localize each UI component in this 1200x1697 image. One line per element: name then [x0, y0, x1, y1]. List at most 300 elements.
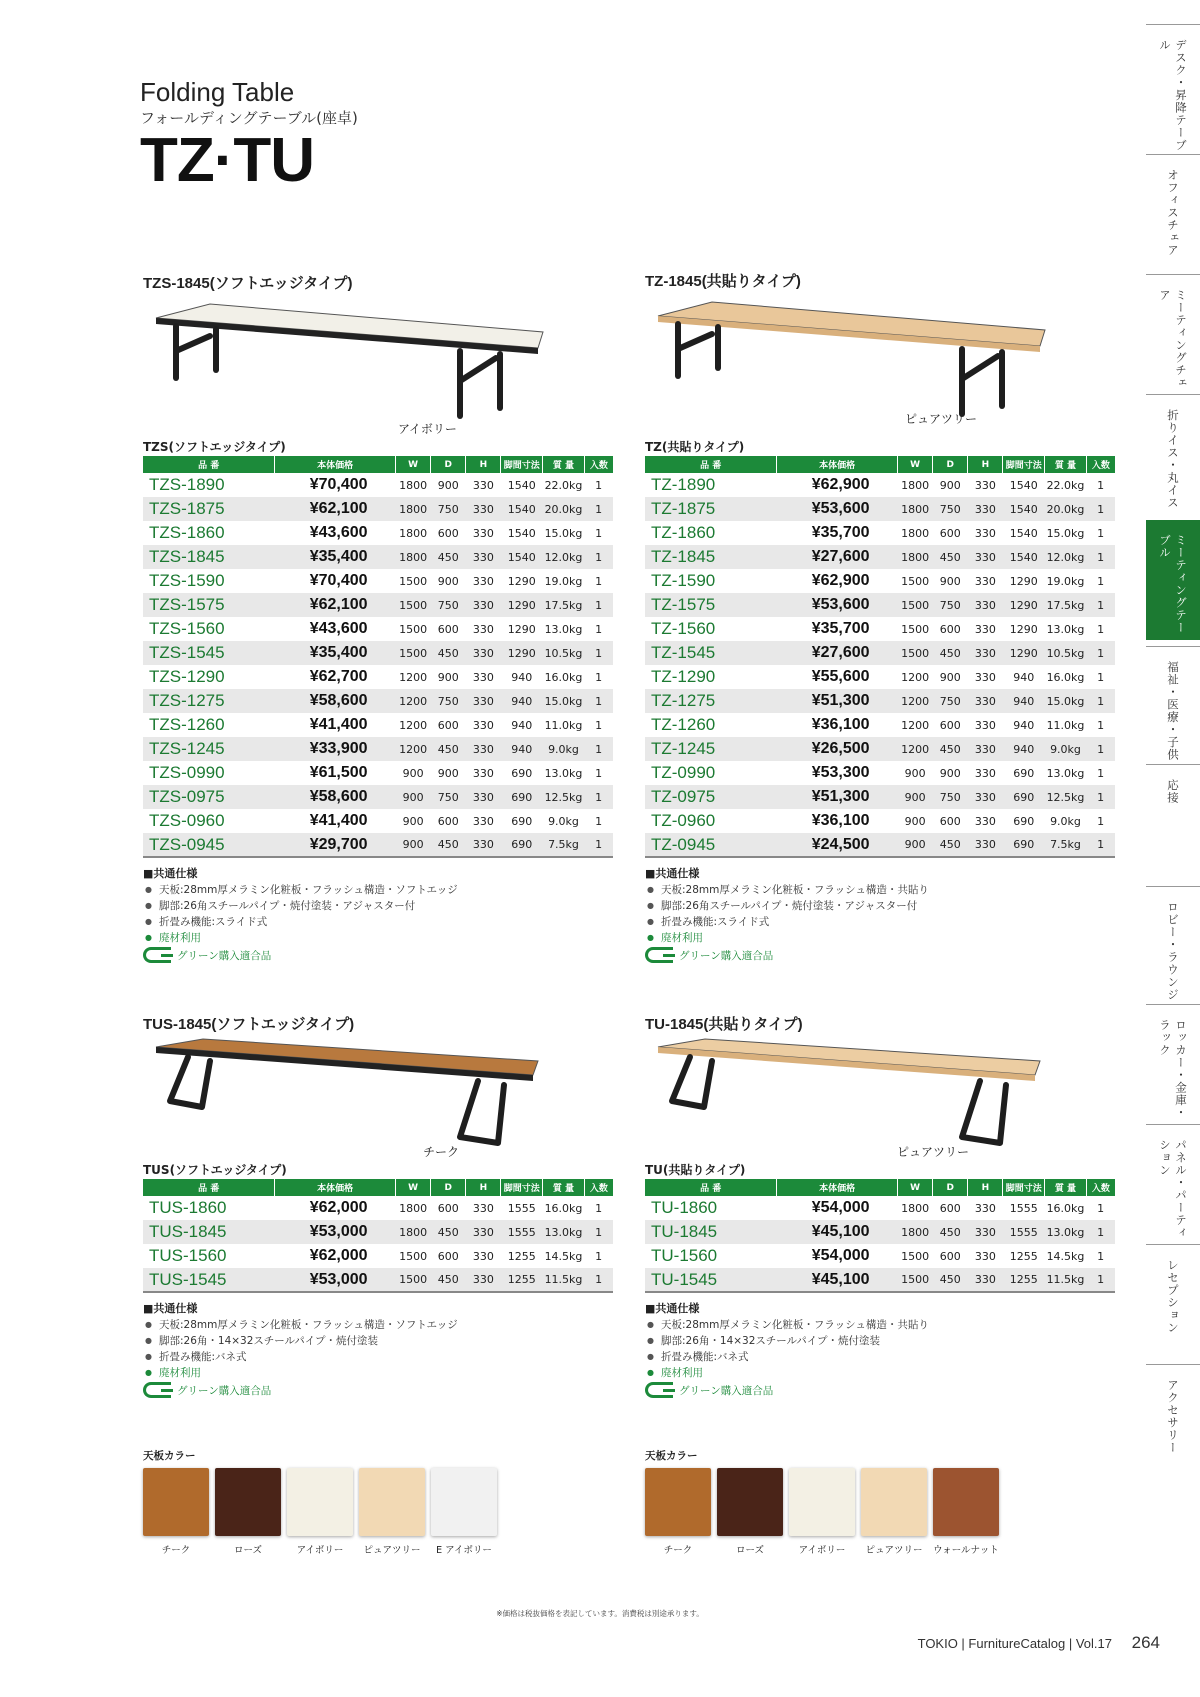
product-title: TZ-1845(共貼りタイプ): [645, 273, 801, 290]
spec-cell: 1800: [898, 1196, 933, 1220]
product-code: TZS-1290: [143, 665, 275, 689]
product-code: TZS-1890: [143, 473, 275, 497]
spec-cell: 330: [968, 1196, 1003, 1220]
spec-cell: 1800: [396, 497, 431, 521]
spec-cell: 1: [1086, 737, 1115, 761]
spec-cell: 12.5kg: [1045, 785, 1087, 809]
spec-cell: 450: [431, 1220, 466, 1244]
spec-cell: 750: [431, 689, 466, 713]
spec-cell: 330: [968, 1220, 1003, 1244]
product-price: ¥43,600: [275, 521, 396, 545]
product-price: ¥53,000: [275, 1268, 396, 1292]
product-code: TZ-1545: [645, 641, 777, 665]
spec-cell: 15.0kg: [543, 521, 585, 545]
spec-cell: 1: [1086, 833, 1115, 857]
green-purchase: [143, 1381, 613, 1399]
side-nav-label: ミーティングチェア: [1158, 289, 1188, 389]
spec-cell: 1: [584, 497, 613, 521]
spec-cell: 1290: [501, 569, 543, 593]
green-g-icon: [143, 947, 171, 963]
spec-cell: 1: [584, 785, 613, 809]
swatch-label: アイボリー: [798, 1545, 846, 1556]
spec-cell: 1290: [1003, 641, 1045, 665]
eco-note: ● 廃材利用: [645, 930, 1115, 946]
product-price: ¥53,600: [777, 593, 898, 617]
side-nav-label: ロッカー・金庫・ラック: [1158, 1019, 1188, 1119]
green-label: グリーン購入適合品: [177, 1384, 272, 1397]
spec-cell: 15.0kg: [1045, 521, 1087, 545]
swatch-chip: [215, 1468, 281, 1536]
spec-cell: 690: [1003, 785, 1045, 809]
spec-cell: 330: [968, 497, 1003, 521]
product-code: TZ-0945: [645, 833, 777, 857]
table-header-row: [143, 456, 613, 473]
side-nav-item[interactable]: [1146, 24, 1200, 154]
spec-cell: 600: [933, 1196, 968, 1220]
swatch-chip: [287, 1468, 353, 1536]
swatch-label: チーク: [161, 1545, 191, 1556]
col-header: 脚間寸法: [1003, 456, 1045, 473]
table-row: [143, 1220, 613, 1244]
spec-cell: 1: [584, 713, 613, 737]
table-row: [143, 617, 613, 641]
table-photo: [650, 294, 1070, 434]
side-nav-item[interactable]: [1146, 1124, 1200, 1244]
spec-note: ● 天板:28mm厚メラミン化粧板・フラッシュ構造・共貼り: [645, 1317, 1115, 1333]
spec-cell: 1200: [898, 713, 933, 737]
col-header: 入数: [584, 456, 613, 473]
product-photo: [645, 1033, 1115, 1161]
spec-cell: 12.0kg: [1045, 545, 1087, 569]
color-swatch: [215, 1468, 281, 1556]
color-swatch: [287, 1468, 353, 1556]
spec-cell: 750: [933, 785, 968, 809]
spec-cell: 750: [431, 497, 466, 521]
spec-note: ● 折畳み機能:スライド式: [143, 914, 613, 930]
spec-cell: 330: [466, 497, 501, 521]
spec-cell: 10.5kg: [1045, 641, 1087, 665]
spec-cell: 13.0kg: [543, 1220, 585, 1244]
col-header: W: [396, 1179, 431, 1196]
spec-cell: 13.0kg: [543, 617, 585, 641]
eco-note: ● 廃材利用: [143, 1365, 613, 1381]
side-nav-item[interactable]: [1146, 764, 1200, 886]
spec-cell: 900: [898, 833, 933, 857]
product-code: TUS-1845: [143, 1220, 275, 1244]
product-code: TZ-1290: [645, 665, 777, 689]
spec-cell: 330: [466, 641, 501, 665]
table-row: [645, 617, 1115, 641]
spec-cell: 330: [968, 617, 1003, 641]
specs-title: ■共通仕様: [645, 1302, 700, 1315]
col-header: D: [431, 1179, 466, 1196]
spec-cell: 1540: [1003, 473, 1045, 497]
spec-cell: 1: [1086, 1244, 1115, 1268]
green-label: グリーン購入適合品: [679, 1384, 774, 1397]
spec-cell: 330: [466, 473, 501, 497]
spec-table: [645, 456, 1115, 858]
product-code: TZS-1260: [143, 713, 275, 737]
spec-cell: 330: [466, 713, 501, 737]
side-nav-label: 福祉・医療・子供: [1166, 661, 1180, 761]
spec-cell: 330: [466, 737, 501, 761]
spec-cell: 690: [501, 785, 543, 809]
table-title: TUS(ソフトエッジタイプ): [143, 1163, 287, 1177]
col-header: 入数: [1086, 1179, 1115, 1196]
spec-cell: 330: [466, 593, 501, 617]
spec-cell: 600: [933, 1244, 968, 1268]
spec-cell: 330: [968, 593, 1003, 617]
side-nav-item[interactable]: [1146, 1364, 1200, 1494]
spec-cell: 330: [968, 689, 1003, 713]
spec-cell: 16.0kg: [1045, 665, 1087, 689]
spec-cell: 600: [431, 713, 466, 737]
swatch-label: E アイボリー: [436, 1545, 492, 1556]
spec-cell: 1: [584, 833, 613, 857]
swatch-label: アイボリー: [296, 1545, 344, 1556]
product-price: ¥62,100: [275, 497, 396, 521]
spec-note: ● 脚部:26角スチールパイプ・焼付塗装・アジャスター付: [143, 898, 613, 914]
color-swatch: [359, 1468, 425, 1556]
spec-cell: 1800: [396, 473, 431, 497]
spec-cell: 330: [968, 737, 1003, 761]
spec-cell: 900: [396, 809, 431, 833]
product-price: ¥45,100: [777, 1268, 898, 1292]
product-price: ¥55,600: [777, 665, 898, 689]
spec-cell: 1540: [501, 473, 543, 497]
spec-cell: 1: [584, 569, 613, 593]
table-photo: [650, 1037, 1070, 1167]
table-row: [143, 665, 613, 689]
common-specs: [645, 1301, 1115, 1399]
table-row: [143, 521, 613, 545]
title-ja: フォールディングテーブル(座卓): [140, 109, 358, 127]
col-header: W: [898, 456, 933, 473]
side-nav-item[interactable]: [1146, 394, 1200, 520]
swatch-chip: [359, 1468, 425, 1536]
spec-cell: 450: [933, 641, 968, 665]
spec-cell: 940: [1003, 689, 1045, 713]
spec-cell: 1200: [396, 665, 431, 689]
product-code: TUS-1545: [143, 1268, 275, 1292]
spec-cell: 1200: [898, 689, 933, 713]
table-title: TZS(ソフトエッジタイプ): [143, 440, 286, 454]
spec-cell: 17.5kg: [1045, 593, 1087, 617]
spec-cell: 1555: [501, 1196, 543, 1220]
table-header-row: [143, 1179, 613, 1196]
spec-cell: 1500: [396, 1244, 431, 1268]
spec-cell: 16.0kg: [543, 1196, 585, 1220]
spec-cell: 900: [898, 785, 933, 809]
spec-cell: 1540: [501, 521, 543, 545]
spec-note: ● 折畳み機能:スライド式: [645, 914, 1115, 930]
spec-cell: 600: [431, 809, 466, 833]
product-code: TZ-0960: [645, 809, 777, 833]
product-code: TZ-1575: [645, 593, 777, 617]
spec-table: [645, 1179, 1115, 1293]
col-header: 本体価格: [777, 456, 898, 473]
product-price: ¥62,000: [275, 1196, 396, 1220]
spec-cell: 330: [466, 1196, 501, 1220]
spec-cell: 1500: [396, 593, 431, 617]
spec-cell: 330: [466, 569, 501, 593]
spec-cell: 750: [431, 593, 466, 617]
green-label: グリーン購入適合品: [177, 949, 272, 962]
swatch-chip: [143, 1468, 209, 1536]
product-code: TU-1845: [645, 1220, 777, 1244]
green-purchase: [645, 946, 1115, 964]
spec-cell: 1: [1086, 593, 1115, 617]
spec-cell: 13.0kg: [1045, 1220, 1087, 1244]
product-code: TZS-0945: [143, 833, 275, 857]
spec-cell: 940: [501, 689, 543, 713]
spec-cell: 1: [584, 761, 613, 785]
side-nav-item[interactable]: [1146, 646, 1200, 764]
spec-cell: 1: [584, 1220, 613, 1244]
spec-cell: 20.0kg: [543, 497, 585, 521]
spec-cell: 1540: [501, 545, 543, 569]
green-g-icon: [143, 1382, 171, 1398]
model-title: TZ·TU: [140, 126, 315, 195]
product-block: [143, 1013, 613, 1399]
swatch-chip: [861, 1468, 927, 1536]
color-swatch: [143, 1468, 209, 1556]
spec-cell: 330: [968, 521, 1003, 545]
spec-cell: 900: [431, 569, 466, 593]
col-header: 入数: [584, 1179, 613, 1196]
table-row: [143, 689, 613, 713]
product-price: ¥61,500: [275, 761, 396, 785]
col-header: 品 番: [143, 456, 275, 473]
spec-note: ● 脚部:26角・14×32スチールパイプ・焼付塗装: [143, 1333, 613, 1349]
product-code: TZS-0990: [143, 761, 275, 785]
swatch-label: ピュアツリー: [363, 1545, 421, 1556]
spec-cell: 14.5kg: [1045, 1244, 1087, 1268]
spec-cell: 1255: [501, 1268, 543, 1292]
spec-cell: 1: [1086, 785, 1115, 809]
spec-cell: 450: [431, 545, 466, 569]
color-caption: ピュアツリー: [897, 1145, 970, 1159]
spec-cell: 330: [466, 617, 501, 641]
product-price: ¥51,300: [777, 785, 898, 809]
spec-cell: 1800: [898, 545, 933, 569]
common-specs: [645, 866, 1115, 964]
spec-note: ● 脚部:26角スチールパイプ・焼付塗装・アジャスター付: [645, 898, 1115, 914]
color-caption: チーク: [423, 1145, 460, 1159]
spec-cell: 940: [501, 713, 543, 737]
spec-cell: 600: [933, 617, 968, 641]
spec-cell: 330: [968, 665, 1003, 689]
side-nav-label: デスク・昇降テーブル: [1158, 39, 1188, 152]
product-price: ¥35,700: [777, 617, 898, 641]
spec-cell: 1800: [396, 545, 431, 569]
product-price: ¥62,000: [275, 1244, 396, 1268]
spec-cell: 22.0kg: [543, 473, 585, 497]
product-price: ¥33,900: [275, 737, 396, 761]
spec-cell: 1: [1086, 641, 1115, 665]
specs-title: ■共通仕様: [645, 867, 700, 880]
spec-cell: 1800: [898, 521, 933, 545]
spec-cell: 1: [1086, 689, 1115, 713]
page-number: 264: [1131, 1633, 1160, 1652]
side-nav-item[interactable]: [1146, 1004, 1200, 1124]
specs-title: ■共通仕様: [143, 1302, 198, 1315]
spec-cell: 690: [1003, 809, 1045, 833]
common-specs: [143, 1301, 613, 1399]
side-nav-item[interactable]: [1146, 274, 1200, 394]
spec-cell: 690: [1003, 833, 1045, 857]
spec-cell: 900: [933, 761, 968, 785]
table-row: [645, 1244, 1115, 1268]
spec-cell: 450: [431, 641, 466, 665]
table-row: [645, 833, 1115, 857]
spec-note: ● 折畳み機能:バネ式: [143, 1349, 613, 1365]
product-price: ¥43,600: [275, 617, 396, 641]
spec-cell: 1: [584, 473, 613, 497]
spec-cell: 9.0kg: [1045, 737, 1087, 761]
spec-cell: 19.0kg: [1045, 569, 1087, 593]
product-code: TZS-1560: [143, 617, 275, 641]
spec-cell: 1540: [1003, 521, 1045, 545]
product-price: ¥62,900: [777, 569, 898, 593]
spec-cell: 600: [431, 521, 466, 545]
swatch-chip: [645, 1468, 711, 1536]
spec-cell: 1290: [1003, 593, 1045, 617]
spec-cell: 1: [584, 545, 613, 569]
side-nav-item[interactable]: [1146, 1244, 1200, 1364]
col-header: 脚間寸法: [501, 456, 543, 473]
spec-cell: 1555: [1003, 1196, 1045, 1220]
product-code: TU-1545: [645, 1268, 777, 1292]
spec-cell: 330: [968, 641, 1003, 665]
spec-cell: 1: [1086, 761, 1115, 785]
product-price: ¥58,600: [275, 689, 396, 713]
spec-cell: 1200: [396, 737, 431, 761]
spec-note: ● 脚部:26角・14×32スチールパイプ・焼付塗装: [645, 1333, 1115, 1349]
table-row: [645, 689, 1115, 713]
table-row: [143, 809, 613, 833]
swatch-label: ピュアツリー: [865, 1545, 923, 1556]
product-price: ¥58,600: [275, 785, 396, 809]
color-swatch: [789, 1468, 855, 1556]
product-block: [143, 272, 613, 964]
spec-cell: 1: [584, 617, 613, 641]
product-code: TZ-1560: [645, 617, 777, 641]
spec-cell: 1290: [1003, 617, 1045, 641]
spec-cell: 940: [1003, 665, 1045, 689]
spec-cell: 1: [1086, 665, 1115, 689]
product-photo: [143, 292, 613, 438]
product-code: TZS-1575: [143, 593, 275, 617]
spec-cell: 1: [1086, 617, 1115, 641]
product-price: ¥70,400: [275, 473, 396, 497]
col-header: W: [396, 456, 431, 473]
product-code: TZ-1860: [645, 521, 777, 545]
table-title: TZ(共貼りタイプ): [645, 440, 745, 454]
col-header: 本体価格: [275, 456, 396, 473]
spec-cell: 330: [968, 1268, 1003, 1292]
table-row: [645, 497, 1115, 521]
spec-cell: 940: [501, 737, 543, 761]
swatch-chip: [933, 1468, 999, 1536]
product-price: ¥53,600: [777, 497, 898, 521]
product-code: TZ-1260: [645, 713, 777, 737]
spec-cell: 1: [584, 737, 613, 761]
spec-note: ● 折畳み機能:バネ式: [645, 1349, 1115, 1365]
side-nav-item[interactable]: [1146, 886, 1200, 1004]
side-nav-item[interactable]: [1146, 520, 1200, 640]
spec-cell: 1: [1086, 1220, 1115, 1244]
spec-cell: 690: [501, 809, 543, 833]
green-label: グリーン購入適合品: [679, 949, 774, 962]
spec-cell: 450: [933, 737, 968, 761]
spec-cell: 450: [431, 833, 466, 857]
spec-cell: 900: [933, 665, 968, 689]
swatch-label: チーク: [663, 1545, 693, 1556]
product-price: ¥26,500: [777, 737, 898, 761]
spec-cell: 330: [968, 785, 1003, 809]
product-code: TZS-1860: [143, 521, 275, 545]
table-row: [143, 641, 613, 665]
table-row: [645, 545, 1115, 569]
product-code: TZ-1845: [645, 545, 777, 569]
spec-cell: 9.0kg: [1045, 809, 1087, 833]
col-header: 質 量: [1045, 1179, 1087, 1196]
spec-cell: 330: [466, 833, 501, 857]
color-swatch: [431, 1468, 497, 1556]
table-row: [143, 497, 613, 521]
catalog-name: TOKIO | FurnitureCatalog | Vol.17: [917, 1636, 1112, 1651]
spec-cell: 450: [933, 1220, 968, 1244]
spec-cell: 1290: [501, 641, 543, 665]
spec-cell: 9.0kg: [543, 809, 585, 833]
color-caption: アイボリー: [398, 422, 457, 436]
spec-cell: 1500: [396, 617, 431, 641]
spec-cell: 1800: [898, 1220, 933, 1244]
side-nav-item[interactable]: [1146, 154, 1200, 274]
table-row: [645, 737, 1115, 761]
spec-cell: 940: [1003, 737, 1045, 761]
side-nav: [1146, 24, 1200, 1584]
product-photo: [143, 1033, 613, 1161]
spec-cell: 330: [466, 1268, 501, 1292]
spec-cell: 900: [431, 473, 466, 497]
spec-cell: 750: [933, 593, 968, 617]
spec-table: [143, 1179, 613, 1293]
spec-cell: 600: [431, 617, 466, 641]
spec-cell: 13.0kg: [1045, 617, 1087, 641]
col-header: D: [933, 1179, 968, 1196]
product-code: TZ-1245: [645, 737, 777, 761]
spec-cell: 330: [968, 1244, 1003, 1268]
table-row: [143, 569, 613, 593]
product-code: TZS-1245: [143, 737, 275, 761]
spec-cell: 1500: [898, 1244, 933, 1268]
table-row: [645, 665, 1115, 689]
spec-cell: 900: [396, 785, 431, 809]
spec-cell: 13.0kg: [543, 761, 585, 785]
product-title: TUS-1845(ソフトエッジタイプ): [143, 1016, 355, 1033]
spec-cell: 7.5kg: [1045, 833, 1087, 857]
spec-cell: 1255: [1003, 1244, 1045, 1268]
table-row: [645, 1220, 1115, 1244]
spec-cell: 450: [933, 1268, 968, 1292]
spec-cell: 330: [466, 689, 501, 713]
spec-cell: 1: [584, 521, 613, 545]
spec-cell: 12.5kg: [543, 785, 585, 809]
color-caption: ピュアツリー: [905, 412, 978, 426]
spec-cell: 1: [1086, 1196, 1115, 1220]
